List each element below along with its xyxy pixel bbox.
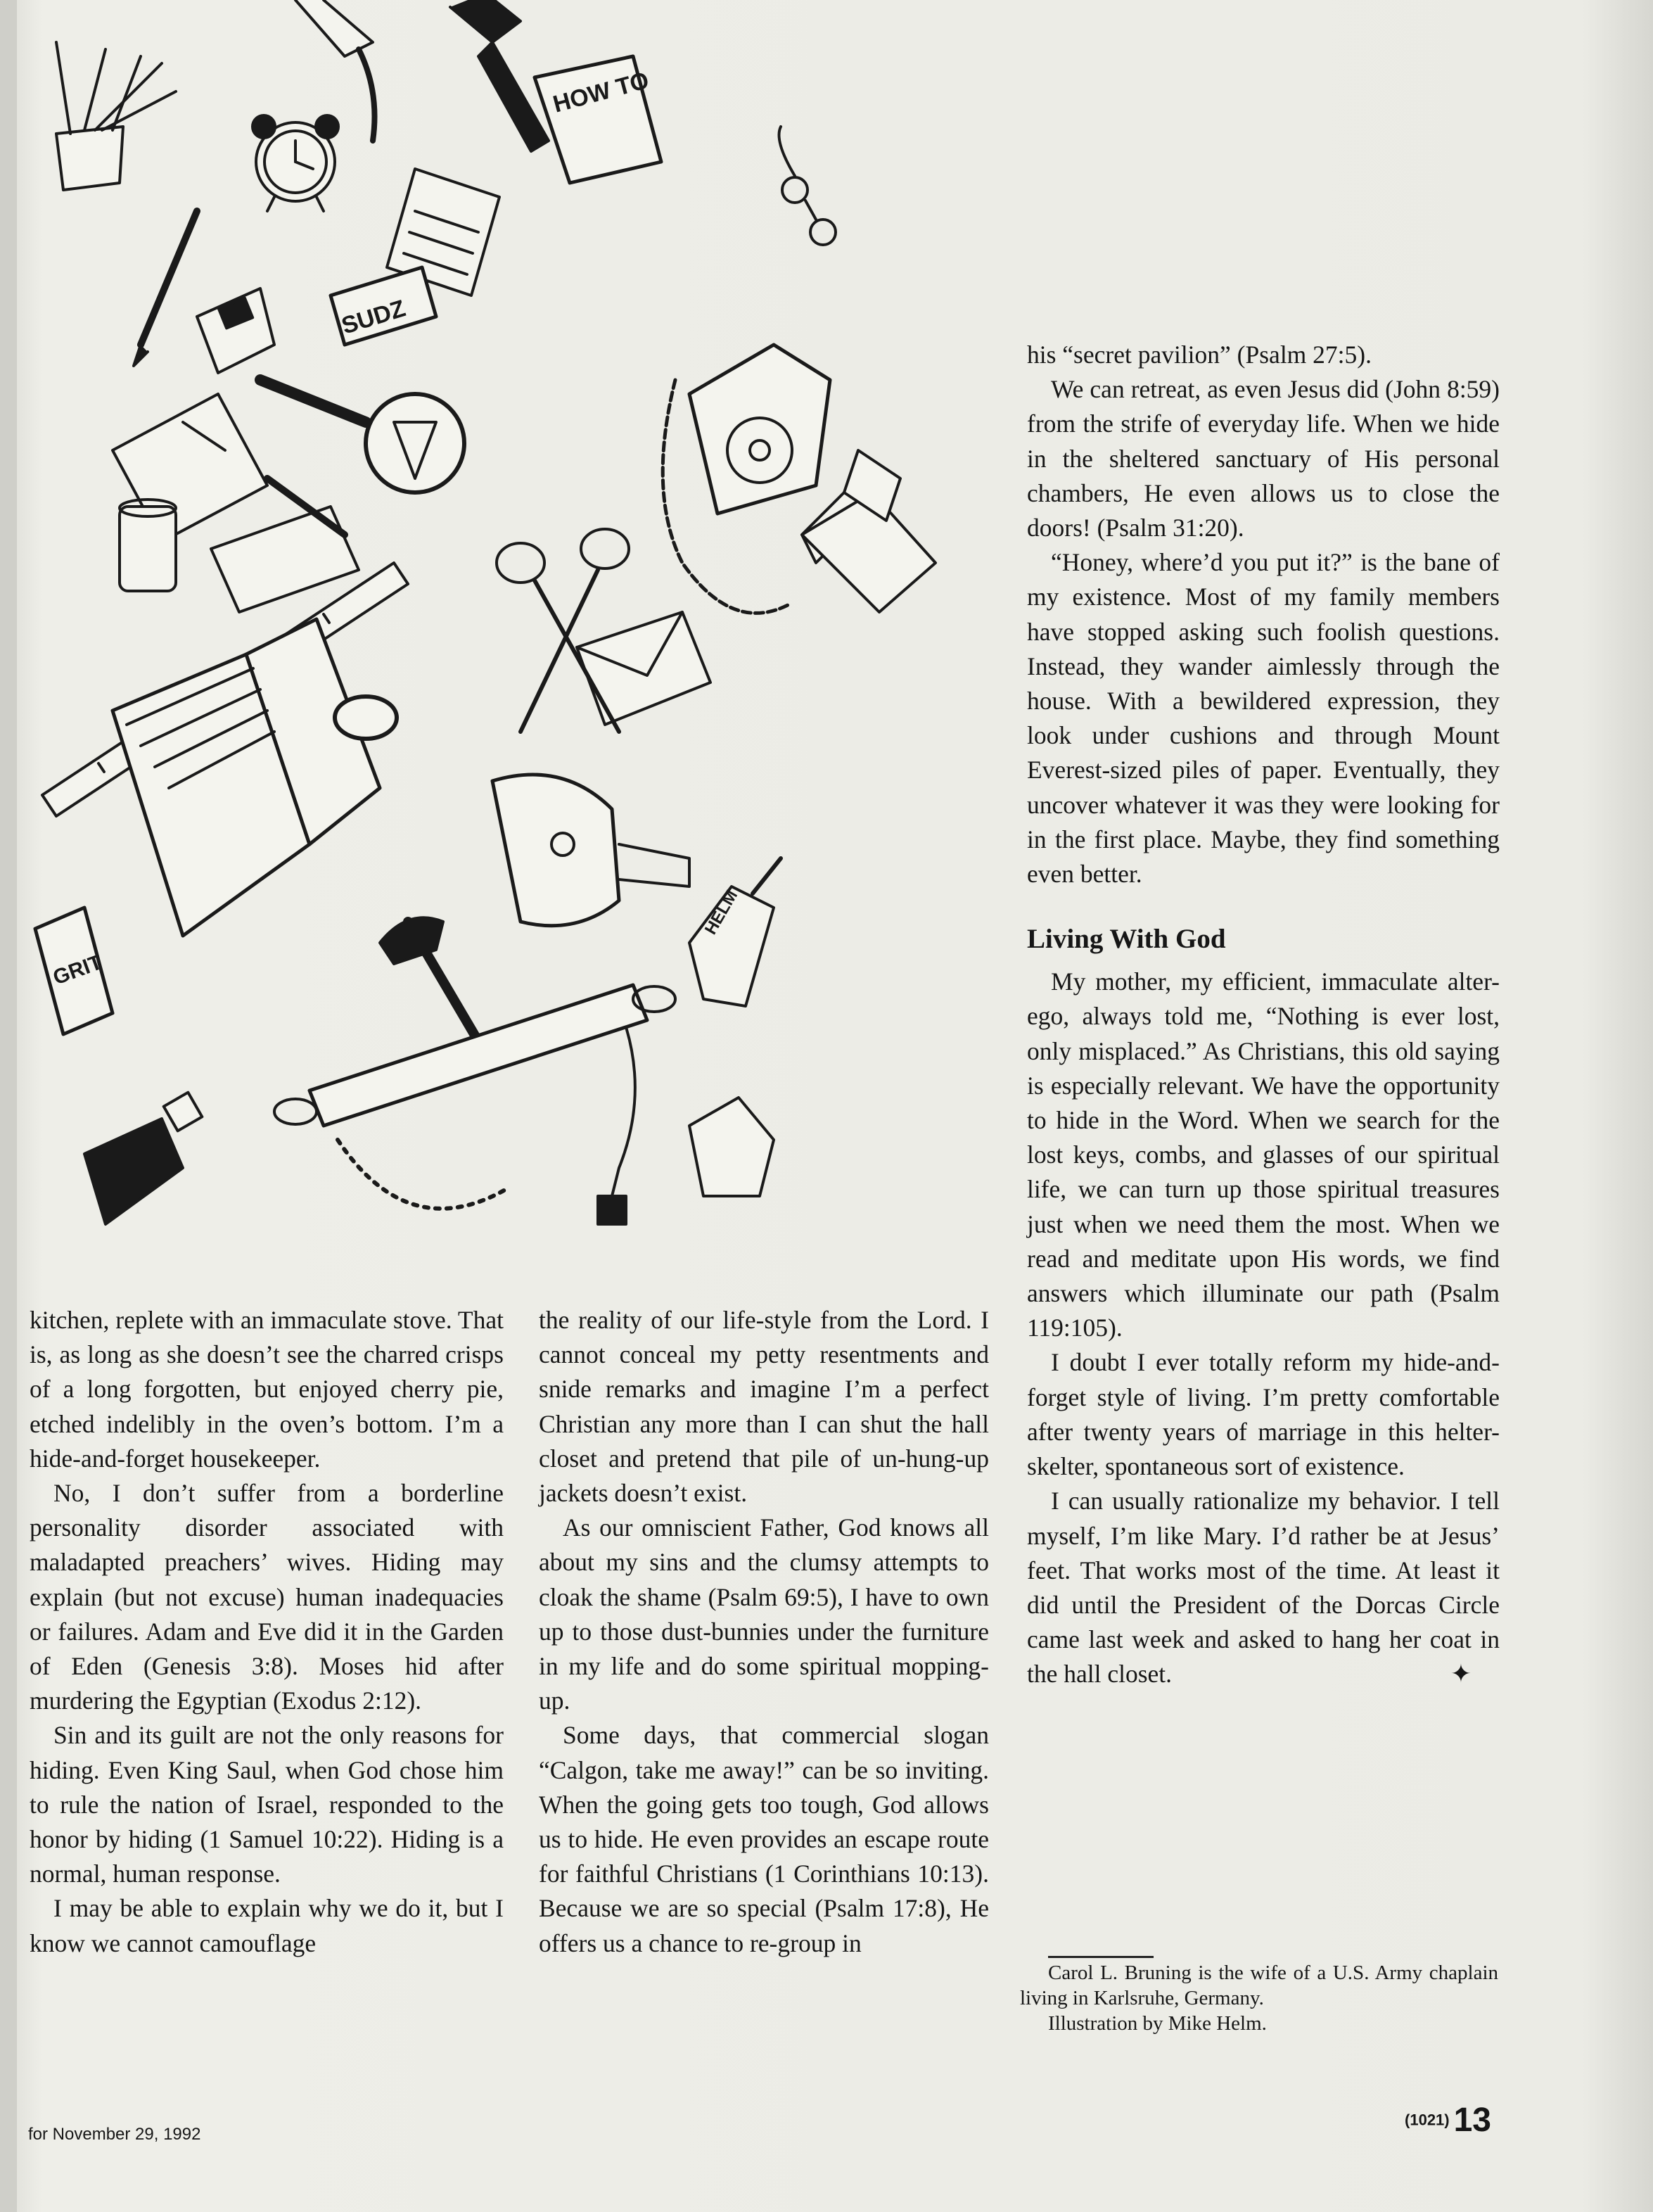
- bio-divider: [1048, 1956, 1154, 1958]
- box-icon: [802, 450, 936, 612]
- necklace-icon: [338, 1140, 506, 1209]
- carton-icon: [689, 1098, 774, 1196]
- grit-label: GRIT: [50, 951, 106, 990]
- paragraph-last: [1027, 1484, 1500, 1691]
- article-column-1: [30, 1303, 504, 1961]
- book-icon: [113, 619, 380, 936]
- hammer-icon: [380, 917, 478, 1041]
- disk-icon: [197, 288, 274, 373]
- article-column-3: [1027, 338, 1500, 1692]
- paragraph: As our omniscient Father, God knows all about my sins and the clumsy attempts to cloak the shame (Psalm 69:5), I have to own up to those dust-bunnies under the furniture in my life and do some spiritual mopping-up.: [539, 1513, 989, 1715]
- rolling-pin-icon: [274, 985, 675, 1126]
- paragraph: I may be able to explain why we do it, but I know we cannot camouflage: [30, 1894, 504, 1957]
- tape-icon: [335, 697, 397, 739]
- sudz-label: SUDZ: [338, 295, 409, 340]
- paragraph: kitchen, replete with an immaculate stove. That is, as long as she doesn’t see the charred crisps of a long forgotten, but enjoyed cherry pie, etched indelibly in the oven’s bottom. I’m a hide-and-forget housekeeper.: [30, 1306, 504, 1473]
- paragraph: My mother, my efficient, immaculate alter-ego, always told me, “Nothing is ever lost, only misplaced.” As Christians, this old saying is especially relevant. We have the opportunity to hide in the Word. When we search for the lost keys, combs, and glasses of our spiritual life, we can turn up those spiritual treasures just when we need them the most. When we read and meditate upon His words, we find answers which illuminate our path (Psalm 119:105).: [1027, 967, 1500, 1342]
- paragraph: No, I don’t suffer from a borderline personality disorder associated with maladapted preachers’ wives. Hiding may explain (but not excuse) human inadequacies or failures. Adam and Eve did it in the Garden of Eden (Genesis 3:8). Moses hid after murdering the Egyptian (Exodus 2:12).: [30, 1479, 504, 1715]
- paragraph: the reality of our life-style from the Lord. I cannot conceal my petty resentments and snide remarks and imagine I’m a perfect Christian any more than I can shut the hall closet and pretend that pile of un-hung-up jackets doesn’t exist.: [539, 1306, 989, 1508]
- can-icon: [120, 500, 176, 591]
- magnifying-glass-icon: [260, 380, 464, 492]
- paragraph: “Honey, where’d you put it?” is the bane of my existence. Most of my family members have stopped asking such foolish questions. Instead, they wander aimlessly through the house. With a bewildered expression, they look under cushions and through Mount Everest-sized piles of paper. Eventually, they uncover whatever it was they were looking for in the first place. Maybe, they find something even better.: [1027, 548, 1500, 889]
- issue-code: (1021): [1405, 2111, 1450, 2129]
- helm-label: HELM: [701, 886, 742, 938]
- paragraph: We can retreat, as even Jesus did (John 8:59) from the strife of everyday life. When we hide in the sheltered sanctuary of His personal chambers, He even allows us to close the doors! (Psalm 31:20).: [1027, 375, 1500, 542]
- how-to-label: HOW TO: [550, 67, 652, 118]
- issue-date: for November 29, 1992: [28, 2125, 201, 2144]
- end-mark-icon: ✦: [1450, 1660, 1472, 1689]
- grit-can-icon: [35, 908, 113, 1034]
- section-subhead: Living With God: [1027, 924, 1226, 955]
- paragraph-text: I can usually rationalize my behavior. I tell myself, I’m like Mary. I’d rather be at Jesus’ feet. That works most of the time. At least it did until the President of the Dorcas Circle came last week and asked to hang her coat in the hall closet.: [1027, 1487, 1500, 1689]
- mixer-icon: [492, 775, 689, 926]
- page-number: 13: [1453, 2102, 1491, 2139]
- paragraph: Some days, that commercial slogan “Calgon, take me away!” can be so inviting. When the going gets too tough, God allows us to hide. He even provides an escape route for faithful Christians (1 Corinthians 10:13). Because we are so special (Psalm 17:8), He offers us a chance to re-group in: [539, 1721, 989, 1957]
- clutter-illustration: [14, 0, 985, 1259]
- pencil-icon: [134, 211, 197, 366]
- paragraph: his “secret pavilion” (Psalm 27:5).: [1027, 341, 1372, 369]
- paragraph: Sin and its guilt are not the only reasons for hiding. Even King Saul, when God chose him to rule the nation of Israel, responded to the honor by hiding (1 Samuel 10:22). Hiding is a normal, human response.: [30, 1721, 504, 1888]
- pencil-cup-icon: [56, 42, 176, 190]
- how-to-book-icon: [535, 56, 661, 183]
- plug-icon: [598, 1027, 635, 1224]
- page-folio: [1405, 2101, 1491, 2140]
- paragraph: I doubt I ever totally reform my hide-and-forget style of living. I’m pretty comfortable after twenty years of marriage in this helter-skelter, spontaneous sort of existence.: [1027, 1348, 1500, 1481]
- clock-icon: [253, 115, 338, 211]
- bottle-icon: [84, 1093, 202, 1224]
- article-column-2: [539, 1303, 989, 1961]
- glasses-icon: [779, 127, 836, 245]
- illustration-credit: Illustration by Mike Helm.: [1048, 2012, 1267, 2035]
- author-note: Carol L. Bruning is the wife of a U.S. Army chaplain living in Karlsruhe, Germany.: [1020, 1962, 1498, 2009]
- author-bio: [1020, 1960, 1498, 2036]
- sudz-box-icon: [331, 267, 436, 345]
- glue-bottle-icon: [689, 858, 781, 1006]
- paintbrush-icon: [450, 0, 549, 151]
